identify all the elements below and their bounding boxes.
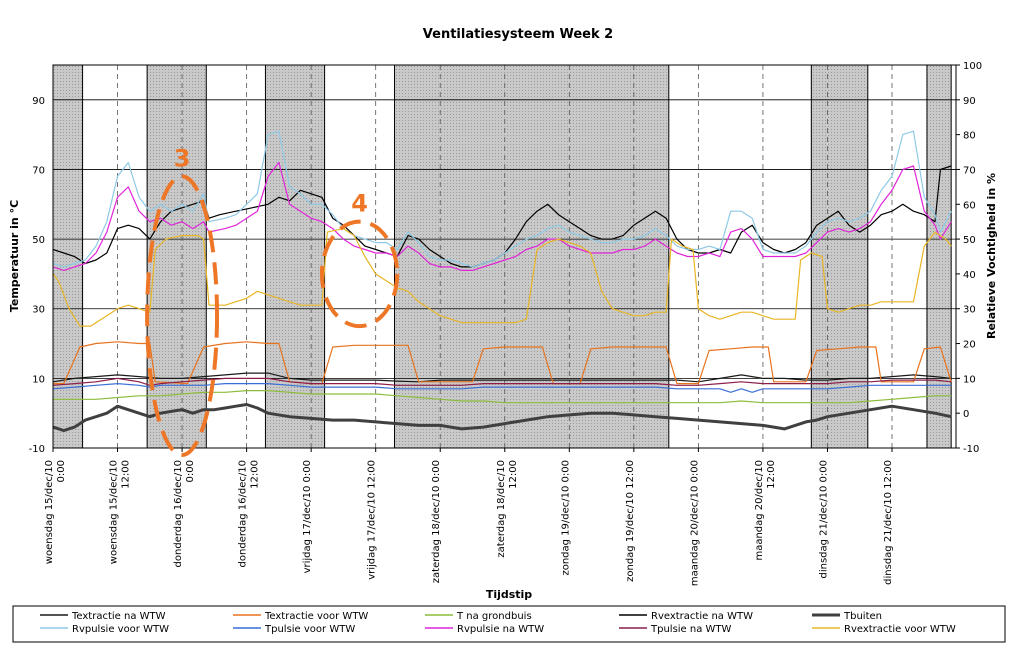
y-tick-label-right: 60 — [963, 200, 976, 212]
y-tick-label-left: -10 — [28, 444, 45, 455]
shaded-period — [147, 65, 206, 448]
x-tick-label: donderdag 16/dec/1012:00 — [237, 460, 261, 568]
y-tick-label-right: 40 — [963, 269, 976, 281]
y-tick-label-left: 10 — [32, 374, 45, 386]
legend-label: Textractie voor WTW — [265, 611, 369, 622]
x-tick-label: vrijdag 17/dec/10 12:00 — [366, 460, 378, 580]
y-tick-label-right: 20 — [963, 339, 976, 351]
x-tick-label: maandag 20/dec/1012:00 — [753, 460, 777, 561]
shaded-period — [811, 65, 867, 448]
y-tick-label-right: 80 — [963, 130, 976, 142]
shaded-period — [927, 65, 951, 448]
x-tick-label: donderdag 16/dec/100:00 — [173, 460, 197, 568]
x-tick-label: maandag 20/dec/10 0:00 — [689, 460, 701, 587]
shaded-periods — [53, 65, 951, 448]
chart-title: Ventilatiesysteem Week 2 — [422, 27, 614, 42]
legend-label: T na grondbuis — [457, 611, 532, 622]
y-tick-label-right: 30 — [963, 304, 976, 316]
y-axis-right-ticks — [956, 61, 982, 455]
y-tick-label-right: 50 — [963, 235, 976, 247]
y-axis-right-label: Relatieve Vochtigheid in % — [985, 172, 998, 340]
x-tick-label: woensdag 15/dec/1012:00 — [108, 460, 132, 565]
x-tick-label: dinsdag 21/dec/10 12:00 — [883, 460, 894, 585]
x-tick-label: zaterdag 18/dec/10 0:00 — [431, 460, 443, 584]
y-tick-label-right: -10 — [963, 444, 980, 455]
annotation-label: 3 — [173, 144, 191, 173]
shaded-period — [395, 65, 669, 448]
legend-label: Tbuiten — [844, 611, 882, 622]
y-tick-label-left: 90 — [32, 95, 45, 107]
y-axis-left-ticks — [29, 96, 45, 455]
x-tick-label: vrijdag 17/dec/10 0:00 — [302, 460, 314, 574]
y-tick-label-right: 70 — [963, 165, 976, 177]
legend-label: Rvextractie na WTW — [651, 611, 753, 622]
legend-label: Textractie na WTW — [72, 611, 166, 622]
x-tick-label: zondag 19/dec/10 0:00 — [560, 460, 572, 576]
y-tick-label-left: 30 — [32, 304, 45, 316]
y-tick-label-right: 100 — [963, 61, 983, 72]
x-tick-label: zondag 19/dec/10 12:00 — [624, 460, 636, 582]
y-tick-label-left: 50 — [32, 235, 45, 247]
x-tick-label: woensdag 15/dec/100:00 — [44, 460, 67, 565]
x-axis-ticks — [44, 448, 894, 586]
shaded-period — [53, 65, 83, 448]
legend-label: Rvpulsie voor WTW — [72, 624, 169, 635]
legend-label: Rvextractie voor WTW — [844, 624, 956, 635]
y-tick-label-right: 90 — [963, 95, 976, 107]
y-axis-left-label: Temperatuur in °C — [8, 199, 21, 313]
y-tick-label-right: 0 — [963, 409, 970, 421]
annotation-label: 4 — [351, 189, 368, 218]
legend-label: Tpulsie na WTW — [651, 624, 732, 635]
x-tick-label: zaterdag 18/dec/1012:00 — [495, 460, 519, 558]
x-axis-label: Tijdstip — [485, 588, 533, 601]
x-tick-label: dinsdag 21/dec/10 0:00 — [818, 460, 830, 579]
legend-label: Rvpulsie na WTW — [457, 624, 545, 635]
y-tick-label-left: 70 — [32, 165, 45, 177]
y-tick-label-right: 10 — [963, 374, 976, 386]
legend-label: Tpulsie voor WTW — [265, 624, 356, 635]
